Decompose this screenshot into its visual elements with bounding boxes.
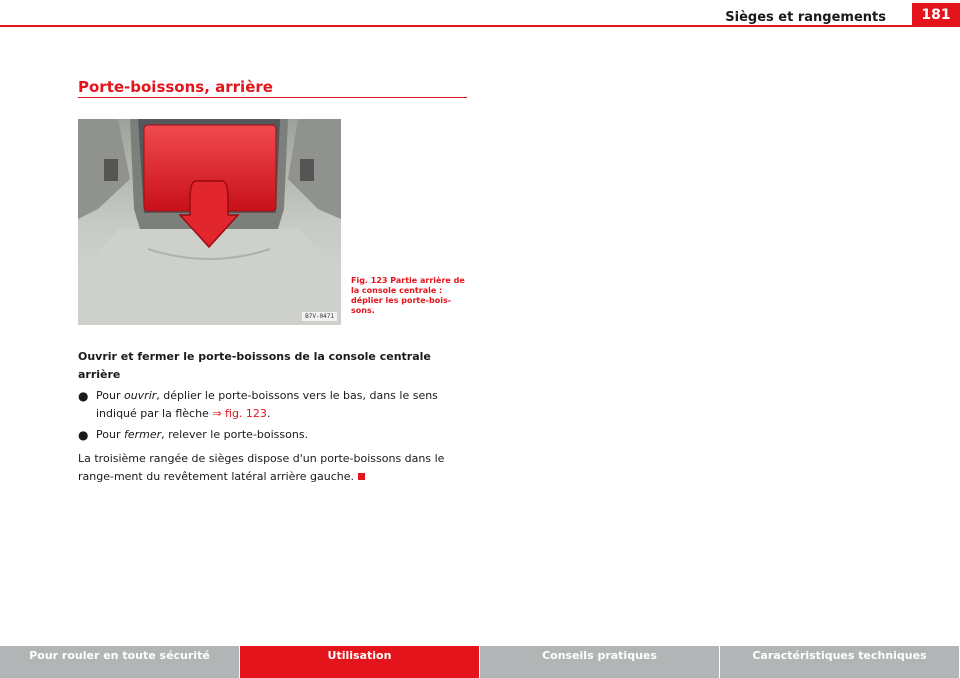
page-number: 181 [912,3,960,27]
figure-code: B7V-0471 [302,312,337,321]
section-title: Porte-boissons, arrière [78,78,273,96]
footer-tab-securite[interactable]: Pour rouler en toute sécurité [0,646,240,678]
footer-tab-conseils[interactable]: Conseils pratiques [480,646,720,678]
footer-nav [0,646,960,678]
bullet-close-text: Pour fermer, relever le porte-boissons. [96,428,309,441]
body-content [78,348,470,486]
section-end-icon [358,473,365,480]
belt-buckle-right [300,159,314,181]
body-paragraph: La troisième rangée de sièges dispose d'un porte-boissons dans le range-ment du revêtement latéral arrière gauche. [78,452,445,483]
section-rule [78,97,467,98]
figure-caption: Fig. 123 Partie arrière de la console centrale : déplier les porte-bois-sons. [351,276,465,315]
figure-reference-link[interactable]: ⇒ fig. 123 [212,407,267,420]
bullet-dot-icon: ● [78,428,89,442]
bullet-open [78,387,470,423]
bullet-close [78,426,470,444]
header-rule [0,25,912,27]
belt-buckle-left [104,159,118,181]
footer-tab-utilisation[interactable]: Utilisation [240,646,480,678]
body-heading: Ouvrir et fermer le porte-boissons de la console centrale arrière [78,350,431,381]
bullet-dot-icon: ● [78,389,89,403]
running-title: Sièges et rangements [725,10,886,25]
figure-rear-console [78,119,341,325]
bullet-open-text: Pour ouvrir, déplier le porte-boissons vers le bas, dans le sens indiqué par la flèche ⇒ fig. 123. [96,389,438,420]
rear-console-illustration [78,119,341,325]
footer-tab-caracteristiques[interactable]: Caractéristiques techniques [720,646,960,678]
